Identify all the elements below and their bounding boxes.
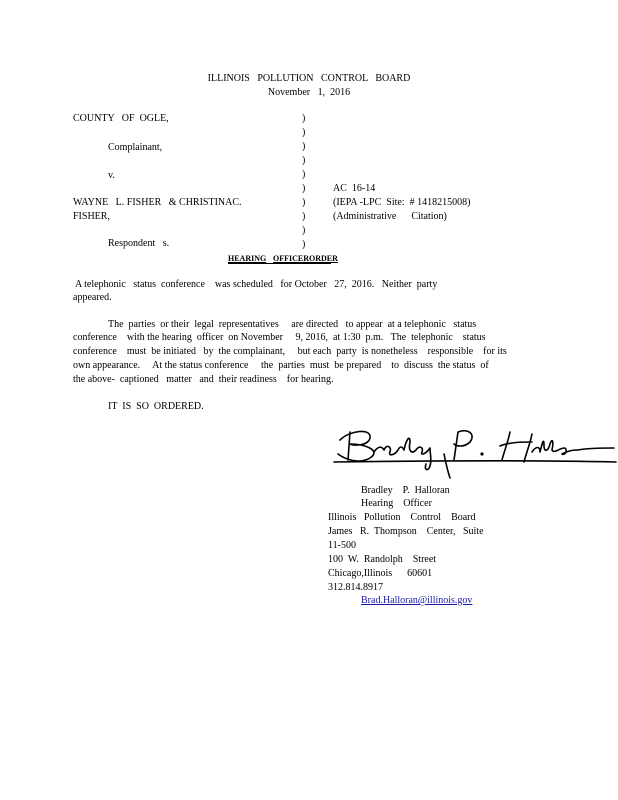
phone-number: 312.814.8917 bbox=[328, 582, 383, 593]
complainant-role: Complainant, bbox=[108, 142, 163, 153]
paragraph-2-line-4: own appearance. At the status conference the parties must be prepared to discuss the status of bbox=[73, 360, 489, 371]
caption-paren: ) bbox=[302, 169, 306, 180]
signer-name: Bradley P. Halloran bbox=[361, 485, 450, 496]
caption-paren: ) bbox=[302, 239, 306, 250]
title-underline bbox=[228, 263, 331, 264]
address-line-1: James R. Thompson Center, Suite bbox=[328, 526, 484, 537]
caption-paren: ) bbox=[302, 225, 306, 236]
address-line-4: Chicago,Illinois 60601 bbox=[328, 568, 433, 579]
caption-paren: ) bbox=[302, 183, 306, 194]
case-number: AC 16-14 bbox=[333, 183, 376, 194]
email-link[interactable]: Brad.Halloran@illinois.gov bbox=[361, 595, 473, 606]
respondent-name-line2: FISHER, bbox=[73, 211, 110, 222]
caption-paren: ) bbox=[302, 155, 306, 166]
signer-organization: Illinois Pollution Control Board bbox=[328, 512, 476, 523]
caption-paren: ) bbox=[302, 141, 306, 152]
caption-paren: ) bbox=[302, 211, 306, 222]
paragraph-2-line-5: the above- captioned matter and their readiness for hearing. bbox=[73, 374, 334, 385]
site-number: (IEPA -LPC Site: # 1418215008) bbox=[333, 197, 471, 208]
board-name: ILLINOIS POLLUTION CONTROL BOARD bbox=[207, 73, 411, 84]
order-title-hearing: HEARING bbox=[228, 254, 267, 263]
address-line-2: 11-500 bbox=[328, 540, 356, 551]
complainant-name: COUNTY OF OGLE, bbox=[73, 113, 169, 124]
paragraph-2-line-3: conference must be initiated by the complainant, but each party is nonetheless responsible for its bbox=[73, 346, 507, 357]
signature-image bbox=[326, 420, 618, 480]
order-title-officer-order: OFFICERORDER bbox=[273, 254, 338, 263]
caption-paren: ) bbox=[302, 113, 306, 124]
signer-title: Hearing Officer bbox=[361, 498, 432, 509]
citation-type: (Administrative Citation) bbox=[333, 211, 447, 222]
address-line-3: 100 W. Randolph Street bbox=[328, 554, 437, 565]
paragraph-1-line-1: A telephonic status conference was scheduled for October 27, 2016. Neither party bbox=[73, 279, 438, 290]
respondent-name-line1: WAYNE L. FISHER & CHRISTINAC. bbox=[73, 197, 242, 208]
closing-statement: IT IS SO ORDERED. bbox=[108, 401, 204, 412]
paragraph-1-line-2: appeared. bbox=[73, 292, 112, 303]
caption-paren: ) bbox=[302, 197, 306, 208]
respondent-role: Respondent s. bbox=[108, 238, 170, 249]
paragraph-2-line-2: conference with the hearing officer on November 9, 2016, at 1:30 p.m. The telephonic status bbox=[73, 332, 486, 343]
versus-label: v. bbox=[108, 170, 115, 181]
order-date: November 1, 2016 bbox=[267, 87, 351, 98]
caption-paren: ) bbox=[302, 127, 306, 138]
paragraph-2-line-1: The parties or their legal representatives are directed to appear at a telephonic status bbox=[108, 319, 477, 330]
